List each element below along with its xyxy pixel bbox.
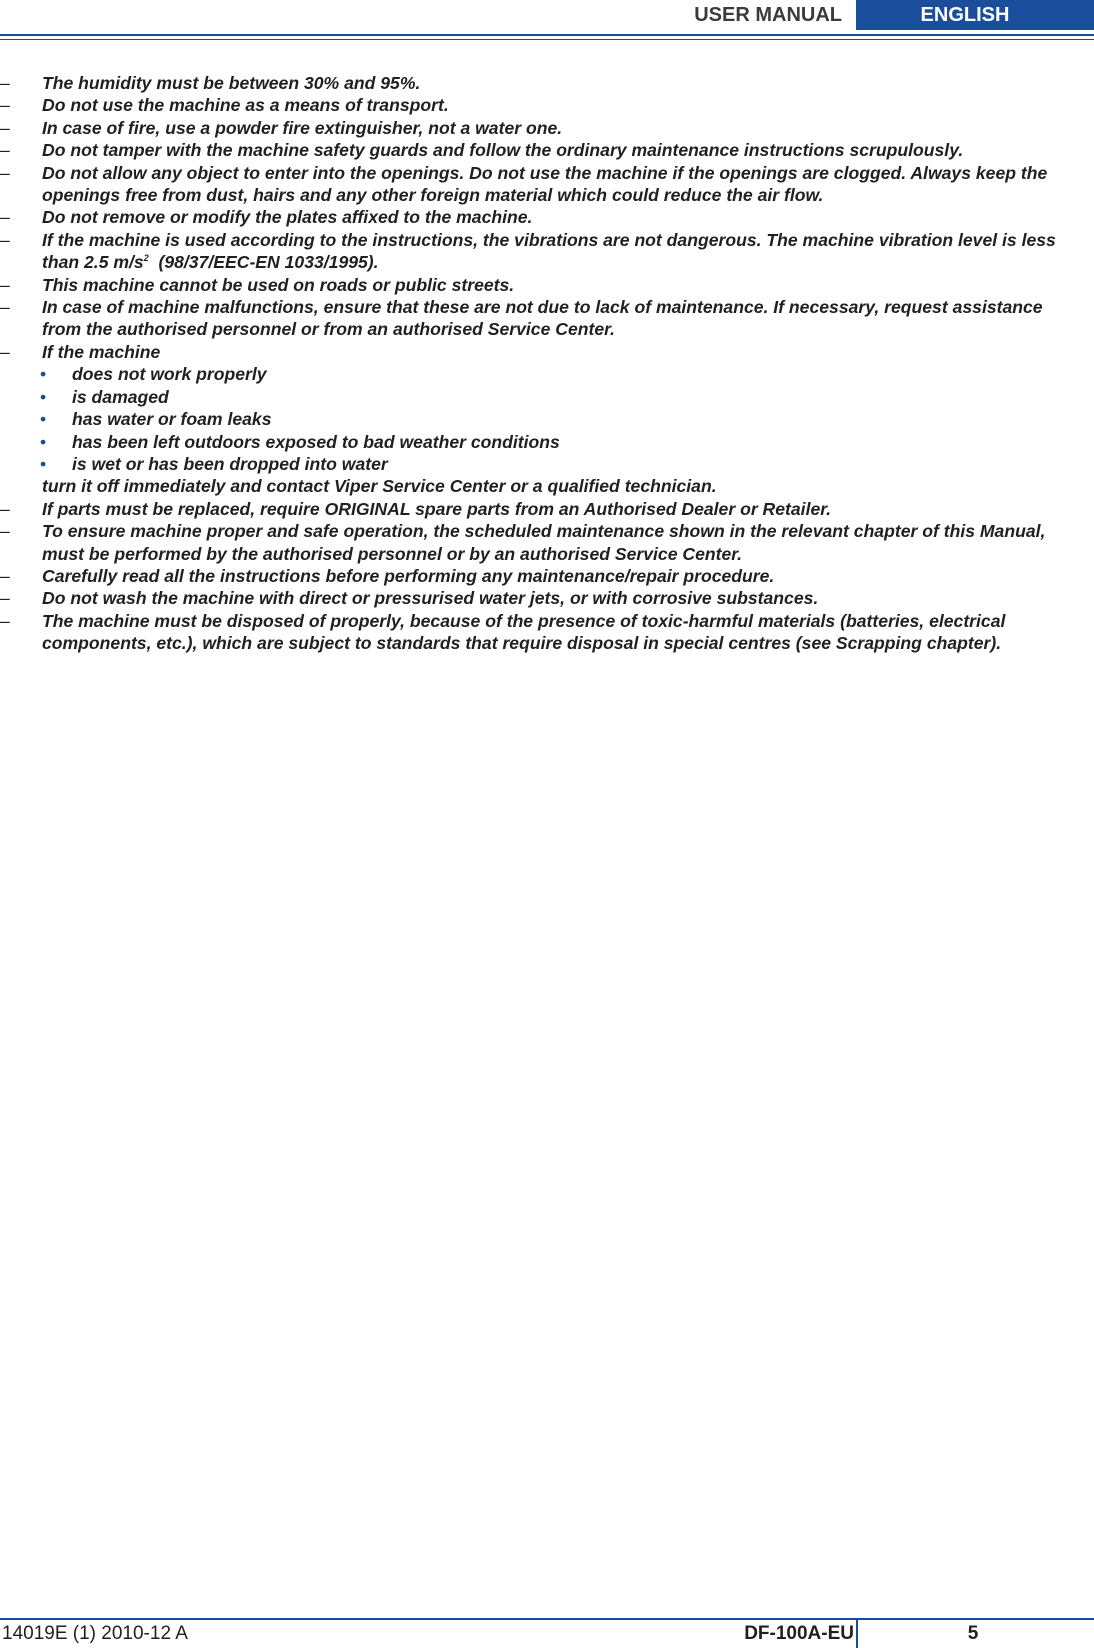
list-item bbox=[0, 587, 1094, 609]
bullet-marker: • bbox=[40, 386, 47, 407]
footer-rule bbox=[0, 1618, 1094, 1620]
item-text: The humidity must be between 30% and 95%. bbox=[42, 73, 421, 93]
list-item bbox=[0, 117, 1094, 139]
dash-marker: – bbox=[0, 565, 10, 586]
document-code: 14019E (1) 2010-12 A bbox=[2, 1623, 188, 1644]
bullet-marker: • bbox=[40, 364, 47, 385]
sub-item-text: is damaged bbox=[72, 386, 169, 407]
dash-marker: – bbox=[0, 162, 10, 183]
header-rule bbox=[0, 34, 1094, 36]
list-item-vibration bbox=[0, 229, 1094, 274]
list-item-conditions bbox=[0, 341, 1094, 363]
header-rule-thin bbox=[0, 39, 1094, 40]
item-text: Carefully read all the instructions before performing any maintenance/repair procedure. bbox=[42, 565, 775, 586]
dash-marker: – bbox=[0, 498, 10, 519]
dash-marker: – bbox=[0, 117, 10, 138]
dash-marker: – bbox=[0, 95, 10, 116]
list-item bbox=[0, 139, 1094, 161]
dash-marker: – bbox=[0, 229, 10, 250]
sub-list-item bbox=[0, 386, 1094, 408]
superscript: 2 bbox=[143, 253, 149, 264]
item-text: Do not wash the machine with direct or pressurised water jets, or with corrosive substances. bbox=[42, 588, 819, 609]
item-text: Do not allow any object to enter into the openings. Do not use the machine if the openings are clogged. Always keep the openings free from dust, hairs and any other foreign material which could reduce the air flow. bbox=[42, 162, 1048, 206]
list-item bbox=[0, 72, 1094, 94]
list-item bbox=[0, 94, 1094, 116]
sub-item-text: does not work properly bbox=[72, 364, 267, 385]
list-item bbox=[0, 498, 1094, 520]
page-number: 5 bbox=[967, 1623, 979, 1644]
dash-marker: – bbox=[0, 274, 10, 295]
sub-item-text: is wet or has been dropped into water bbox=[72, 453, 388, 474]
list-item bbox=[0, 274, 1094, 296]
bullet-marker: • bbox=[40, 409, 47, 430]
language-badge: ENGLISH bbox=[856, 0, 1094, 30]
bullet-marker: • bbox=[40, 431, 47, 452]
conditions-intro: If the machine bbox=[42, 341, 161, 362]
vibration-standard: (98/37/EEC-EN 1033/1995). bbox=[148, 252, 379, 273]
dash-marker: – bbox=[0, 341, 10, 362]
dash-marker: – bbox=[0, 207, 10, 228]
dash-marker: – bbox=[0, 521, 10, 542]
item-text: Do not tamper with the machine safety guards and follow the ordinary maintenance instructions scrupulously. bbox=[42, 140, 964, 161]
safety-instructions-list bbox=[0, 72, 1094, 655]
sub-list-item bbox=[0, 408, 1094, 430]
sub-item-text: has water or foam leaks bbox=[72, 409, 272, 430]
dash-marker: – bbox=[0, 297, 10, 318]
item-text: In case of fire, use a powder fire extinguisher, not a water one. bbox=[42, 117, 563, 138]
dash-marker: – bbox=[0, 73, 10, 93]
footer-divider bbox=[856, 1620, 858, 1648]
list-item bbox=[0, 206, 1094, 228]
list-item bbox=[0, 565, 1094, 587]
list-item bbox=[0, 610, 1094, 655]
item-text: The machine must be disposed of properly, because of the presence of toxic-harmful materials (batteries, electrical components, etc.), which are subject to standards that require disposal in special centres (see Scrapping chapter). bbox=[42, 610, 1006, 654]
sub-item-text: has been left outdoors exposed to bad weather conditions bbox=[72, 431, 560, 452]
item-text: Do not use the machine as a means of transport. bbox=[42, 95, 449, 116]
list-item bbox=[0, 520, 1094, 565]
item-text: In case of machine malfunctions, ensure that these are not due to lack of maintenance. If necessary, request assistance from the authorised personnel or from an authorised Service Center. bbox=[42, 297, 1043, 340]
list-item bbox=[0, 296, 1094, 341]
sub-list-item bbox=[0, 453, 1094, 475]
sub-list-item bbox=[0, 363, 1094, 385]
vibration-text: If the machine is used according to the instructions, the vibrations are not dangerous. The machine vibration level is less than 2.5 m/s bbox=[42, 229, 1056, 273]
item-text: Do not remove or modify the plates affixed to the machine. bbox=[42, 207, 533, 228]
bullet-marker: • bbox=[40, 453, 47, 474]
model-number: DF-100A-EU bbox=[744, 1623, 854, 1644]
sub-list-item bbox=[0, 431, 1094, 453]
conditions-outro: turn it off immediately and contact Viper Service Center or a qualified technician. bbox=[42, 476, 717, 497]
dash-marker: – bbox=[0, 588, 10, 609]
list-item bbox=[0, 162, 1094, 207]
item-text: If parts must be replaced, require ORIGINAL spare parts from an Authorised Dealer or Retailer. bbox=[42, 498, 832, 519]
item-text: To ensure machine proper and safe operation, the scheduled maintenance shown in the relevant chapter of this Manual, must be performed by the authorised personnel or by an authorised Service Center. bbox=[42, 521, 1046, 564]
dash-marker: – bbox=[0, 140, 10, 161]
dash-marker: – bbox=[0, 610, 10, 631]
manual-title: USER MANUAL bbox=[694, 4, 842, 26]
item-text: This machine cannot be used on roads or public streets. bbox=[42, 274, 515, 295]
